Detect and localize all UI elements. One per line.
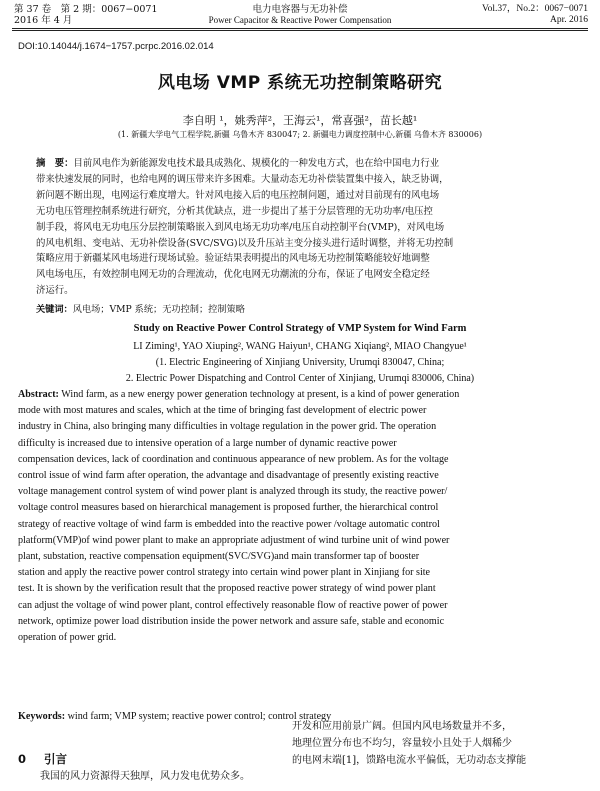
- journal-date: 2016 年 4 月: [14, 15, 73, 26]
- body-right-line: 的电网末端[1]，馈路电流水平偏低，无功动态支撑能: [292, 755, 527, 766]
- page-title: 风电场 VMP 系统无功控制策略研究: [157, 73, 443, 93]
- body-right-line: 地理位置分布也不均匀，容量较小且处于人烟稀少: [292, 738, 512, 749]
- abstract-en-line: mode with most matures and scales, which at the time of bringing fast development of electric power: [18, 405, 427, 417]
- abstract-en-line: plant, substation, reactive compensation equipment(SVC/SVG)and main transformer tap of booster: [18, 551, 420, 563]
- abstract-en: [18, 387, 582, 646]
- abstract-cn-label: 摘 要：: [36, 158, 74, 169]
- abstract-en-line: control issue of wind farm after operation, the advantage and disadvantage of presently existing reactive: [18, 470, 439, 482]
- authors-cn: 李自明 ¹，姚秀萍²，王海云¹，常喜强²，苗长越¹: [182, 114, 418, 127]
- abstract-en-line: test. It is shown by the verification result that the proposed reactive power strategy of wind power plant: [18, 583, 436, 595]
- affiliation-en-1: (1. Electric Engineering of Xinjiang University, Urumqi 830047, China;: [155, 357, 445, 368]
- keywords-en-label: Keywords:: [18, 711, 66, 722]
- journal-name-cn: 电力电容器与无功补偿: [252, 4, 348, 15]
- abstract-cn-line: 无功电压管理控制系统进行研究，分析其优缺点，进一步提出了基于分层管理的无功功率/电压控: [36, 205, 433, 217]
- abstract-en-line: strategy of reactive voltage of wind farm is embedded into the reactive power /voltage automatic control: [18, 518, 440, 530]
- journal-date-en: Apr. 2016: [550, 15, 588, 25]
- authors-en: LI Ziming¹, YAO Xiuping², WANG Haiyun¹, CHANG Xiqiang², MIAO Changyue¹: [133, 341, 467, 352]
- abstract-en-line: compensation devices, lack of coordination and continuous appearance of new problem. As for the voltage: [18, 453, 449, 465]
- abstract-cn-line: 摘 要：目前风电作为新能源发电技术最具成熟化、规模化的一种发电方式，也在给中国电力行业: [36, 158, 440, 169]
- doi: DOI:10.14044/j.1674−1757.pcrpc.2016.02.014: [18, 41, 214, 52]
- abstract-cn-line: 风电场电压，有效控制电网无功的合理流动，优化电网无功潮流的分布，保证了电网安全稳定经: [36, 269, 430, 281]
- abstract-cn-line: 策略应用于新疆某风电场进行现场试验。验证结果表明提出的风电场无功控制策略能较好地调整: [36, 253, 430, 265]
- header-rule: [12, 28, 588, 29]
- abstract-cn-line: 新问题不断出现，电网运行难度增大。针对风电接入后的电压控制问题，通过对目前现有的风电场: [36, 189, 440, 201]
- header-rule-second: [12, 30, 588, 31]
- affiliations-cn: (1. 新疆大学电气工程学院,新疆 乌鲁木齐 830047; 2. 新疆电力调度控制中心,新疆 乌鲁木齐 830006): [117, 130, 483, 139]
- abstract-en-line: voltage management control system of wind power plant is analyzed through its study, the reactive power/: [18, 486, 448, 498]
- section-title: 引言: [44, 752, 68, 766]
- abstract-cn: [36, 156, 564, 299]
- abstract-en-line: network, optimize power load distribution inside the power network and assure safe, stable and economic: [18, 615, 445, 627]
- abstract-cn-line: 济运行。: [36, 285, 74, 297]
- abstract-cn-line: 的风电机组、变电站、无功补偿设备(SVC/SVG)以及升压站主变分接头进行适时调整，并将无功控制: [36, 237, 454, 249]
- abstract-en-line: platform(VMP)of wind power plant to make an appropriate adjustment of wind turbine unit of wind power: [18, 534, 450, 546]
- abstract-cn-line: 制手段，将风电无功电压分层控制策略嵌入到风电场无功功率/电压自动控制平台(VMP)，对风电场: [36, 221, 445, 233]
- keywords-cn-text: 风电场；VMP 系统；无功控制；控制策略: [72, 304, 245, 315]
- abstract-en-line: operation of power grid.: [18, 632, 117, 644]
- section-heading: [18, 751, 67, 767]
- keywords-en: [18, 711, 331, 722]
- abstract-en-line: difficulty is increased due to intensive operation of a large number of dynamic reactive power: [18, 437, 397, 449]
- body-right-column: [292, 718, 584, 769]
- affiliation-en-2: 2. Electric Power Dispatching and Control Center of Xinjiang, Urumqi 830006, China): [125, 373, 475, 384]
- section-number: 0: [18, 752, 27, 766]
- abstract-en-line: station and apply the reactive power control strategy into certain wind power plant in Xinjiang for site: [18, 567, 431, 579]
- journal-name-en: Power Capacitor & Reactive Power Compensation: [208, 15, 392, 25]
- abstract-en-label: Abstract:: [18, 389, 59, 400]
- abstract-en-line: voltage control measures based on hierarchical management is proposed further, the hierarchical control: [18, 502, 439, 514]
- keywords-cn-label: 关键词：: [36, 304, 73, 315]
- body-left-line: 我国的风力资源得天独厚，风力发电优势众多。: [40, 771, 250, 782]
- abstract-en-line: can adjust the voltage of wind power plant, control effectively reasonable flow of reactive power of power: [18, 599, 448, 611]
- body-right-line: 开发和应用前景广阔。但国内风电场数量并不多，: [292, 721, 512, 732]
- body-left-column: [40, 768, 288, 785]
- abstract-cn-line: 带来快速发展的同时，也给电网的调压带来许多困难。大量动态无功补偿装置集中接入，缺乏协调，: [36, 173, 449, 185]
- journal-volume-en: Vol.37，No.2：0067−0071: [482, 4, 588, 14]
- abstract-en-line: Abstract: Wind farm, as a new energy power generation technology at present, is a kind of power generation: [18, 389, 460, 400]
- abstract-en-line: industry in China, also bringing many difficulties in voltage regulation in the power grid. The operation: [18, 421, 437, 433]
- keywords-en-text: wind farm; VMP system; reactive power control; control strategy: [67, 711, 332, 722]
- journal-volume-issue: 第 37 卷 第 2 期：0067−0071: [14, 4, 158, 15]
- keywords-cn: [36, 301, 245, 315]
- title-en: Study on Reactive Power Control Strategy of VMP System for Wind Farm: [133, 323, 467, 334]
